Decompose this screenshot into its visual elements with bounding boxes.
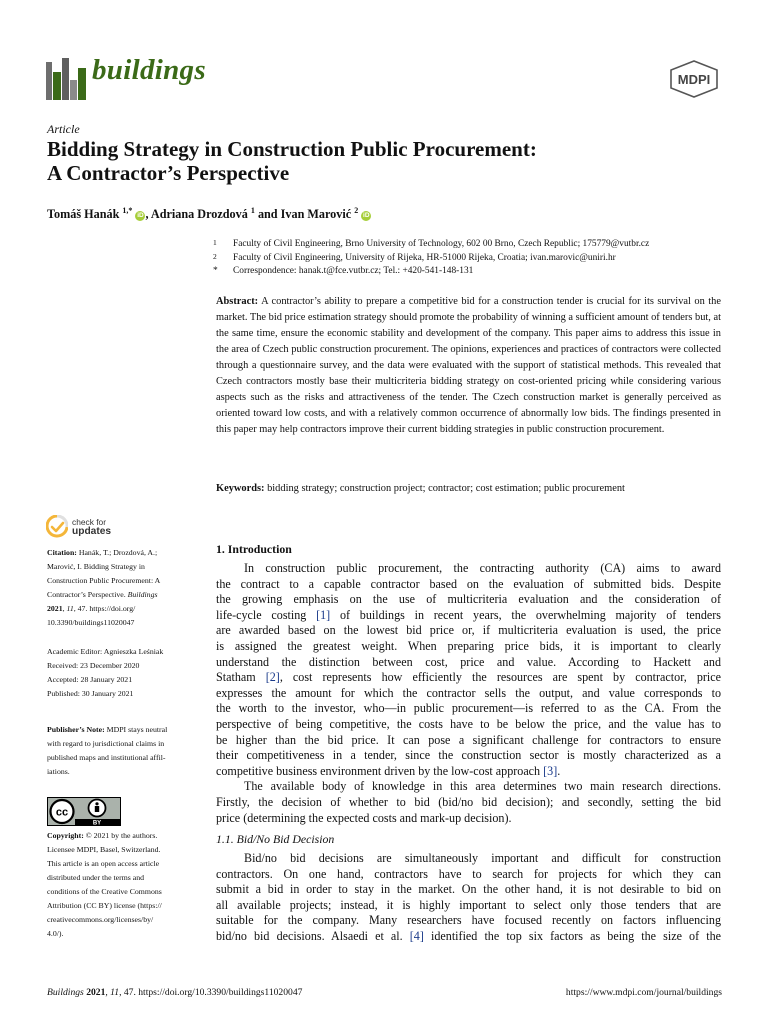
copyright-text: 4.0/). [47, 929, 64, 938]
body-text-line: be higher than the bid price. It can pose a significant challenge for contractors to ensure [216, 732, 721, 747]
author-conjunction: and [257, 207, 278, 222]
author-list [47, 206, 371, 222]
body-text-line: all available projects; instead, it is highly important to select only those tenders that are [216, 897, 721, 912]
check-updates-label: check for [72, 517, 106, 527]
body-text-line: understand the distinction between cost, price and value. According to Hackett and [216, 654, 721, 669]
citation-journal: Buildings [127, 590, 158, 599]
citation-block [47, 546, 199, 630]
keywords-label: Keywords: [216, 483, 265, 494]
copyright-text: © 2021 by the authors. [85, 831, 158, 840]
publisher-note-text: MDPI stays neutral [106, 725, 168, 734]
copyright-text: This article is an open access article [47, 859, 160, 868]
academic-editor: Academic Editor: Agnieszka Leśniak [47, 647, 164, 656]
footer-journal: Buildings [47, 987, 84, 998]
orcid-icon[interactable]: iD [137, 212, 144, 220]
orcid-icon[interactable]: iD [363, 212, 370, 220]
citation-year: 2021 [47, 604, 63, 613]
copyright-text: conditions of the Creative Commons [47, 887, 162, 896]
citation-doi-link[interactable]: 10.3390/buildings11020047 [47, 618, 135, 627]
keywords [216, 483, 721, 494]
affiliations [213, 238, 733, 279]
body-text-line: the growing emphasis on the use of multicriteria evaluation and the consideration of [216, 592, 721, 607]
copyright-text: distributed under the terms and [47, 873, 145, 882]
correspondence-row [213, 265, 733, 279]
body-text-line: submit a bid in order to stay in the market. On the other hand, it is not desirable to bid on [216, 882, 721, 897]
affiliation-row [213, 252, 733, 266]
body-text: of buildings in recent years, the overwhelming majority of tenders [330, 607, 721, 622]
body-text-line [216, 670, 721, 686]
mdpi-logo-icon [668, 60, 720, 98]
body-text: competitive business environment driven by the low-cost approach [216, 763, 544, 778]
intro-paragraphs [216, 561, 721, 826]
published-date: Published: 30 January 2021 [47, 689, 134, 698]
body-text: Statham [216, 670, 266, 685]
copyright-text: Attribution (CC BY) license (https:// [47, 901, 162, 910]
citation-volume: 11 [66, 604, 74, 613]
publisher-note-text: published maps and institutional affil- [47, 753, 166, 762]
publisher-note-text: iations. [47, 767, 70, 776]
article-title-line: A Contractor’s Perspective [47, 161, 290, 185]
affiliation-mark: 2 [213, 251, 217, 261]
citation-text: Marović, I. Bidding Strategy in [47, 562, 145, 571]
footer-doi-link[interactable]: , 47. https://doi.org/10.3390/buildings11020047 [119, 987, 303, 998]
body-text-line: Firstly, the decision of whether to bid (bid/no bid decision); and secondly, setting the bid [216, 794, 721, 809]
affiliation-mark: * [213, 266, 218, 276]
publisher-note-label: Publisher’s Note: [47, 725, 105, 734]
abstract-text: A contractor’s ability to prepare a competitive bid for a construction tender is crucial for its survival on the market. The bid price estimation strategy should promote the probability of winning a sufficient amount of tenders but, at the same time, ensure the economic stability and development of the company. This paper aims to address this issue in the area of Czech public construction procurement. The opinions, experiences and practices of contractors were collected through a questionnaire survey, and the data were evaluated with the support of statistical methods. This revealed that Czech contractors mostly base their multicriteria bidding strategy on cost-oriented pricing while considering various aspects such as the risks and attractiveness of the tender. The Czech construction market is generally perceived as oriented toward low costs, and with a relatively common occurrence of abnormally low bids. The findings presented in this paper may help contractors improve their current bidding strategies in public construction procurement. [216, 296, 721, 435]
footer-journal-url[interactable]: https://www.mdpi.com/journal/buildings [565, 987, 722, 998]
body-text-line: the worth to the investor, who—in public procurement—is referred to as the CA. From the [216, 701, 721, 716]
publisher-note [47, 723, 199, 779]
body-text-line: are awarded based on the lowest bid price or, if multicriteria evaluation is used, the price [216, 623, 721, 638]
author-affiliation-mark: 1 [250, 206, 255, 215]
cc-by-license-icon[interactable] [47, 797, 121, 826]
cc-label: cc [55, 806, 69, 819]
by-label: BY [92, 820, 102, 826]
subsection-paragraph [216, 851, 721, 945]
author-name[interactable]: Adriana Drozdová [150, 207, 248, 222]
body-text-line: is assigned the greatest weight. When preparing price bids, it is important to clearly [216, 638, 721, 653]
citation-text: Hanák, T.; Drozdová, A.; [78, 548, 158, 557]
publisher-name: MDPI [677, 72, 711, 87]
author-separator: , [145, 207, 149, 222]
body-text-line: their competitiveness in a tender, since the construction sector is mostly characterized as a [216, 748, 721, 763]
license-link[interactable]: creativecommons.org/licenses/by/ [47, 915, 154, 924]
body-text: identified the top six factors as being the size of the [423, 928, 721, 943]
section-heading: 1. Introduction [216, 542, 292, 556]
article-title-line: Bidding Strategy in Construction Public Procurement: [47, 137, 537, 161]
body-text-line: In construction public procurement, the contracting authority (CA) aims to award [244, 561, 721, 575]
check-for-updates-button[interactable] [46, 515, 126, 541]
footer-volume: 11 [110, 987, 120, 998]
author-name[interactable]: Ivan Marović [280, 207, 352, 222]
check-updates-label: updates [72, 526, 112, 537]
accepted-date: Accepted: 28 January 2021 [47, 675, 133, 684]
abstract-label: Abstract: [216, 296, 259, 307]
publisher-note-text: with regard to jurisdictional claims in [47, 739, 165, 748]
citation-label: Citation: [47, 548, 77, 557]
footer-year: 2021 [86, 987, 106, 998]
author-affiliation-mark: 2 [354, 206, 359, 215]
affiliation-row [213, 238, 733, 252]
copyright-label: Copyright: [47, 831, 84, 840]
body-text: bid/no bid decisions. Alsaedi et al. [216, 928, 410, 943]
citation-reference-link[interactable]: [4] [409, 928, 424, 943]
footer-citation: Buildings 2021, 11, 47. https://doi.org/10.3390/buildings11020047 [47, 987, 303, 998]
body-text: . [557, 763, 561, 778]
body-text-line: price (determining the expected costs and mark-up decision). [216, 810, 512, 825]
body-text: life-cycle costing [216, 607, 317, 622]
citation-reference-link[interactable]: [2] [265, 670, 280, 685]
correspondence-text: Correspondence: hanak.t@fce.vutbr.cz; Tel.: +420-541-148-131 [233, 266, 474, 276]
author-affiliation-mark: 1,* [122, 206, 133, 215]
affiliation-mark: 1 [213, 238, 217, 247]
citation-text: Construction Public Procurement: A [47, 576, 161, 585]
citation-link[interactable]: , 47. https://doi.org/ [73, 604, 136, 613]
received-date: Received: 23 December 2020 [47, 661, 140, 670]
journal-logo-icon [46, 58, 86, 100]
article-dates [47, 645, 199, 701]
body-text-line: the contract to a capable contractor based on the evaluation of submitted bids. Despite [216, 576, 721, 591]
subsection-heading: 1.1. Bid/No Bid Decision [216, 832, 335, 846]
citation-text: Contractor’s Perspective. [47, 590, 126, 599]
body-text-line: Bid/no bid decisions are simultaneously important and difficult for construction [244, 851, 721, 865]
affiliation-text: Faculty of Civil Engineering, Brno University of Technology, 602 00 Brno, Czech Republic; 175779@vutbr.cz [233, 239, 650, 249]
body-text-line: expresses the amount for which the contractor sells the output, and value corresponds to [216, 685, 721, 700]
citation-separator: , [62, 604, 67, 613]
body-text-line: contractors. On one hand, contractors have to search for projects for which they can [216, 866, 721, 881]
body-text-line [216, 764, 721, 780]
citation-reference-link[interactable]: [1] [316, 607, 331, 622]
copyright-text: Licensee MDPI, Basel, Switzerland. [47, 845, 161, 854]
citation-reference-link[interactable]: [3] [543, 763, 558, 778]
check-updates-icon [46, 515, 68, 539]
body-text: , cost represents how efficiently the resources are spent by contractor, price [279, 670, 721, 685]
copyright-block [47, 829, 199, 941]
body-text-line: perspective of being competitive, the costs have to be below the price, and the value has to [216, 716, 721, 731]
affiliation-text: Faculty of Civil Engineering, University of Rijeka, HR-51000 Rijeka, Croatia; ivan.marovic@uniri.hr [233, 252, 616, 263]
article-title [47, 137, 687, 185]
body-text-line: The available body of knowledge in this area determines two main research directions. [244, 779, 721, 794]
journal-name: buildings [92, 54, 206, 86]
author-name[interactable]: Tomáš Hanák [47, 207, 120, 222]
body-text-line [216, 608, 721, 624]
article-type: Article [47, 122, 80, 136]
abstract [216, 294, 721, 438]
keywords-text: bidding strategy; construction project; contractor; cost estimation; public procurement [267, 483, 625, 494]
body-text-line: suitable for the company. Many researchers have focused recently on factors influencing [216, 913, 721, 928]
body-text-line [216, 929, 721, 945]
